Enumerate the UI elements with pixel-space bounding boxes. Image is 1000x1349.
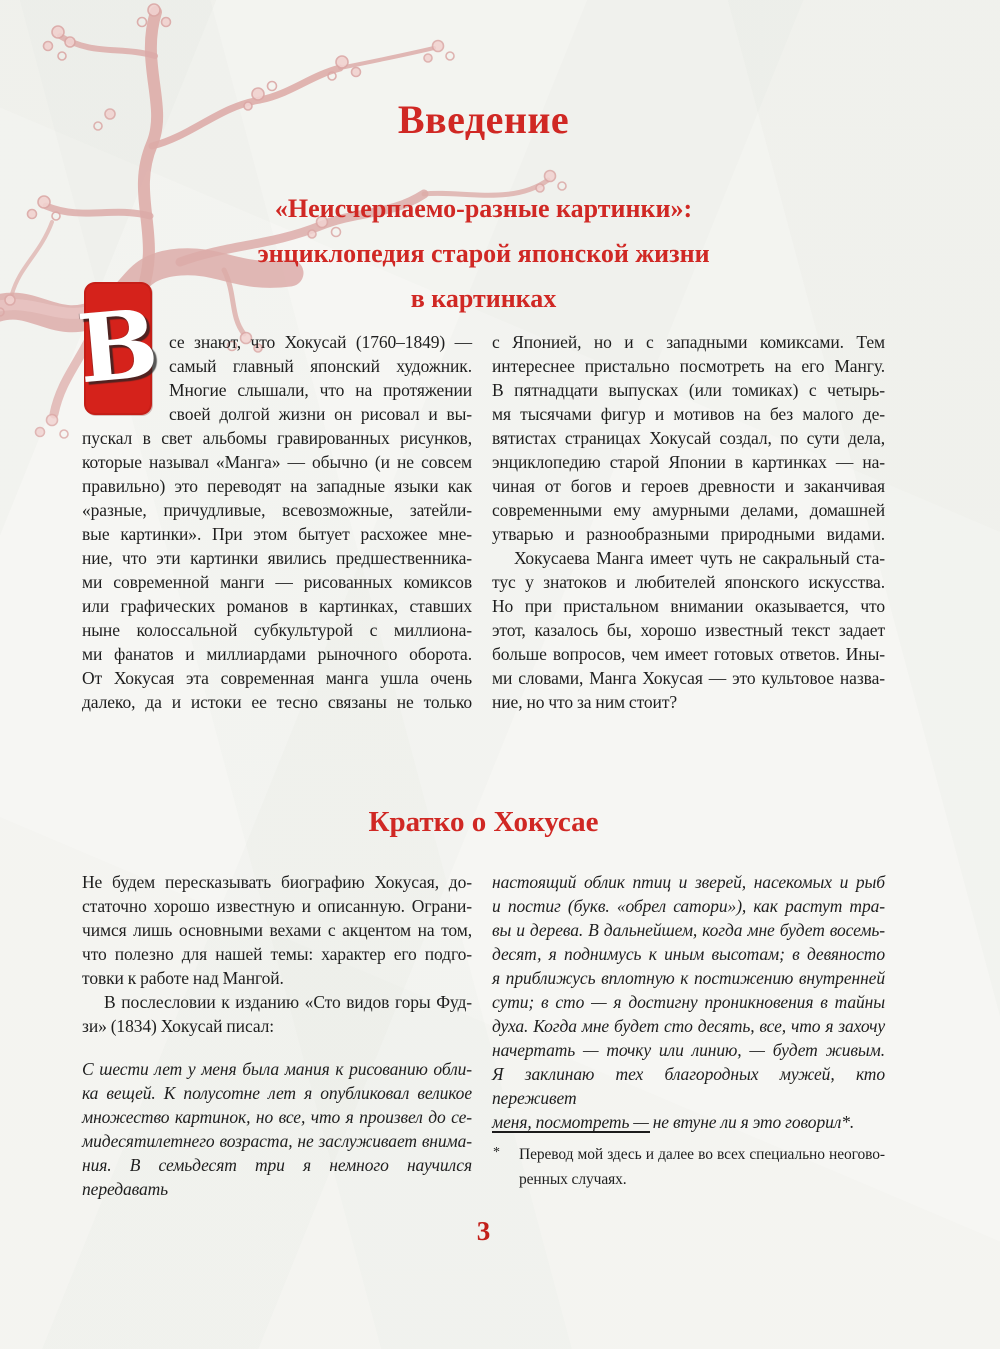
text-line: с Японией, но и с западными комиксами. Тем <box>492 332 885 352</box>
text-line: ныне колоссальной субкультурой с миллиона- <box>82 620 472 640</box>
text-line: правильно) это переводят на западные языки как <box>82 476 472 496</box>
text-line: ми словами, Манга Хокусая — это культовое назва- <box>492 668 885 688</box>
text-line: статочно хорошо известную и описанную. Ограни- <box>82 896 472 916</box>
text-line: чимся лишь основными вехами с акцентом на том, <box>82 920 472 940</box>
text-line: которые называл «Манга» — обычно (и не совсем <box>82 452 472 472</box>
text-line: самый главный японский художник. <box>169 356 472 376</box>
text-line: пускал в свет альбомы гравированных рисунков, <box>82 428 472 448</box>
text-line: Многие слышали, что на протяжении <box>169 380 472 400</box>
text-line: вы и дерева. В дальнейшем, когда мне будет восемь- <box>492 920 885 940</box>
text-line: вые картинки». При этом бытует расхожее мне- <box>82 524 472 544</box>
text-line: в картинках <box>410 284 557 313</box>
footnote-marker: * <box>493 1145 500 1160</box>
hokusai-quote-right <box>492 870 885 1134</box>
text-line: С шести лет у меня была мания к рисованию обли- <box>82 1059 472 1079</box>
text-line: своей долгой жизни он рисовал и вы- <box>169 404 472 424</box>
footnote-body <box>492 1142 885 1192</box>
text-line: товки к работе над Мангой. <box>82 968 284 988</box>
hokusai-quote-left <box>82 1057 472 1201</box>
text-line: я приближусь вплотную к постижению внутренней <box>492 968 885 988</box>
text-line: ния. В семьдесят три я немного научился передавать <box>82 1155 472 1199</box>
text-line: Я заклинаю тех благородных мужей, кто переживет <box>492 1064 885 1108</box>
text-line: От Хокусая эта современная манга ушла очень <box>82 668 472 688</box>
chapter-subtitle <box>82 186 885 321</box>
text-line: Но при пристальном внимании оказывается, что <box>492 596 885 616</box>
text-line: больше вопросов, чем имеет готовых ответов. Ины- <box>492 644 885 664</box>
text-line: вятистах страницах Хокусай создал, по сути дела, <box>492 428 885 448</box>
page-title: Введение <box>397 97 570 142</box>
intro-left-column <box>82 330 472 714</box>
page-number: 3 <box>476 1216 491 1246</box>
text-line: ние, но что за ним стоит? <box>492 692 678 712</box>
text-line: ние, что эти картинки явились предшественника- <box>82 548 472 568</box>
text-line: и постиг (букв. «обрел сатори»), как растут тра- <box>492 896 885 916</box>
text-line: ми фанатов и миллиардами рыночного оборота. <box>82 644 472 664</box>
text-line: «разные, причудливые, всевозможные, затейли- <box>82 500 472 520</box>
text-line: мя тысячами фигур и мотивов на без малого де- <box>492 404 885 424</box>
text-line: энциклопедию старой Японии в картинках — на- <box>492 452 885 472</box>
text-line: чиная от богов и героев древности и заканчивая <box>492 476 885 496</box>
text-line: В послесловии к изданию «Сто видов горы Фуд- <box>104 992 472 1012</box>
text-line: духа. Когда мне будет сто десять, все, что я захочу <box>492 1016 885 1036</box>
text-line: Перевод мой здесь и далее во всех специально неогово- <box>519 1146 885 1163</box>
text-line: десят, я поднимусь к иным высотам; в девяносто <box>492 944 885 964</box>
text-line: ка вещей. К полусотне лет я опубликовал великое <box>82 1083 472 1103</box>
text-line: мидесятилетнего возраста, не заслуживает внима- <box>82 1131 472 1151</box>
text-line: ми современной манги — рисованных комиксов <box>82 572 472 592</box>
text-line: или графических романов в картинках, ставших <box>82 596 472 616</box>
footnote <box>492 1131 885 1192</box>
section-left-column <box>82 870 472 1038</box>
text-line: Не будем пересказывать биографию Хокусая, до- <box>82 872 472 892</box>
text-line: далеко, да и истоки ее тесно связаны не только <box>82 692 472 712</box>
text-line: Хокусаева Манга имеет чуть не сакральный ста- <box>514 548 885 568</box>
text-line: ренных случаях. <box>519 1171 627 1188</box>
text-line: интереснее пристально посмотреть на его Мангу. <box>492 356 885 376</box>
text-line: энциклопедия старой японской жизни <box>257 239 710 268</box>
text-line: утварью и разнообразными природными видами. <box>492 524 885 544</box>
text-line: современными ему амурными делами, домашней <box>492 500 885 520</box>
dropcap-letter: В <box>73 288 163 405</box>
text-line: сути; в сто — я достигну проникновения в тайны <box>492 992 885 1012</box>
footnote-divider <box>492 1131 650 1133</box>
text-line: множество картинок, но все, что я произвел до се- <box>82 1107 472 1127</box>
text-line: В пятнадцати выпусках (или томиках) с четырь- <box>492 380 885 400</box>
text-line: меня, посмотреть — не втуне ли я это говорил*. <box>492 1112 855 1132</box>
text-line: настоящий облик птиц и зверей, насекомых и рыб <box>492 872 885 892</box>
text-line: начертать — точку или линию, — будет живым. <box>492 1040 885 1060</box>
text-line: зи» (1834) Хокусай писал: <box>82 1016 275 1036</box>
text-line: тус у знатоков и любителей японского искусства. <box>492 572 885 592</box>
text-line: «Неисчерпаемо-разные картинки»: <box>274 194 693 223</box>
intro-right-column <box>492 330 885 714</box>
text-line: се знают, что Хокусай (1760–1849) — <box>169 332 472 352</box>
text-line: этот, казалось бы, хорошо известный текст задает <box>492 620 885 640</box>
text-line: что полезно для нашей темы: характер его подго- <box>82 944 472 964</box>
footnote-text <box>519 1142 885 1192</box>
section-heading: Кратко о Хокусае <box>368 806 599 838</box>
